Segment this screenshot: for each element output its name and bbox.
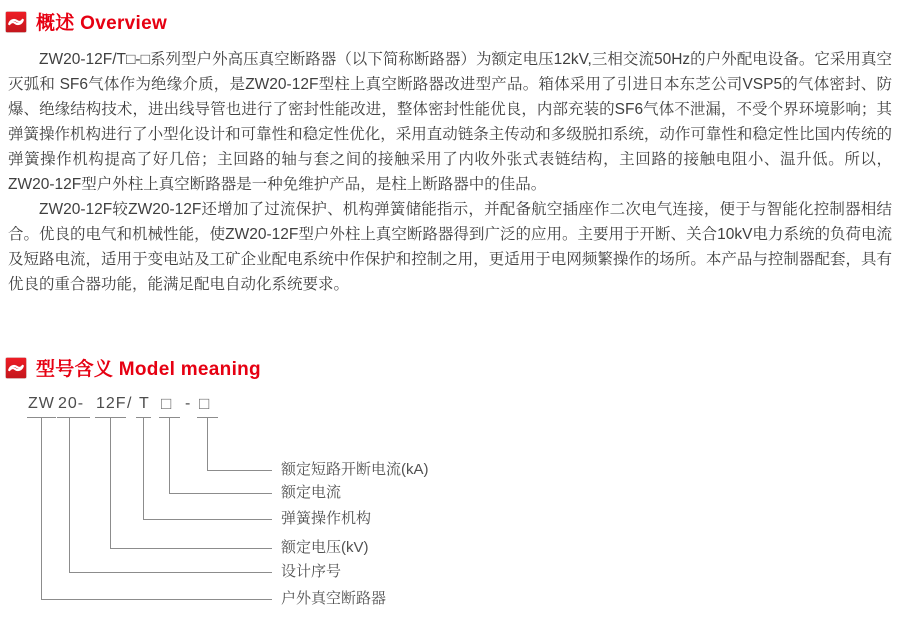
model-code-segment: / bbox=[127, 395, 133, 412]
model-label-outdoor-vacuum-circuit-breaker: 户外真空断路器 bbox=[281, 590, 387, 607]
overview-section-header bbox=[5, 8, 167, 35]
model-code-segment: 20- bbox=[58, 395, 85, 412]
model-code-segment: T bbox=[139, 395, 150, 412]
connector-vertical-line bbox=[207, 418, 208, 470]
model-code-segment: 12F bbox=[96, 395, 127, 412]
model-code-segment: ZW bbox=[28, 395, 55, 412]
model-label-rated-current: 额定电流 bbox=[281, 484, 342, 501]
connector-vertical-line bbox=[169, 418, 170, 493]
model-code-placeholder-box: □ bbox=[161, 394, 172, 413]
overview-body bbox=[8, 47, 892, 297]
overview-paragraph-1: ZW20-12F/T□-□系列型户外高压真空断路器（以下简称断路器）为额定电压12kV,三相交流50Hz的户外配电设备。它采用真空灭弧和 SF6气体作为绝缘介质，是ZW20-12F型柱上真空断路器改进型产品。箱体采用了引进日本东芝公司VSP5的气体密封、防爆、绝缘结构技术，进出线导管也进行了密封性能改进，整体密封性能优良，内部充装的SF6气体不泄漏，不受个界环境影响；其弹簧操作机构进行了小型化设计和可靠性和稳定性优化，采用直动链条主传动和多级脱扣系统，动作可靠性和稳定性比国内传统的弹簧操作机构提高了好几倍；主回路的轴与套之间的接触采用了内收外张式表链结构，主回路的接触电阻小、温升低。所以，ZW20-12F型户外柱上真空断路器是一种免维护产品，是柱上断路器中的佳品。 bbox=[8, 51, 892, 193]
overview-section-title: 概述 Overview bbox=[36, 13, 168, 34]
connector-horizontal-line bbox=[169, 493, 272, 494]
model-code-segment: - bbox=[185, 395, 192, 412]
brand-swirl-icon bbox=[5, 357, 27, 379]
connector-horizontal-line bbox=[143, 519, 272, 520]
model-label-rated-short-circuit-breaking-current: 额定短路开断电流(kA) bbox=[281, 461, 429, 478]
connector-horizontal-line bbox=[69, 572, 272, 573]
connector-vertical-line bbox=[41, 418, 42, 599]
connector-vertical-line bbox=[143, 418, 144, 519]
connector-horizontal-line bbox=[110, 548, 272, 549]
overview-paragraph-2: ZW20-12F较ZW20-12F还增加了过流保护、机构弹簧储能指示，并配备航空插座作二次电气连接，便于与智能化控制器相结合。优良的电气和机械性能，使ZW20-12F型户外柱上真空断路器得到广泛的应用。主要用于开断、关合10kV电力系统的负荷电流及短路电流，适用于变电站及工矿企业配电系统中作保护和控制之用，更适用于电网频繁操作的场所。本产品与控制器配套，具有优良的重合器功能，能满足配电自动化系统要求。 bbox=[8, 201, 892, 293]
model-label-design-serial-number: 设计序号 bbox=[281, 563, 342, 580]
connector-vertical-line bbox=[110, 418, 111, 548]
segment-underline bbox=[57, 417, 90, 418]
brand-swirl-icon bbox=[5, 11, 27, 33]
model-label-spring-operating-mechanism: 弹簧操作机构 bbox=[281, 510, 372, 527]
connector-horizontal-line bbox=[207, 470, 272, 471]
connector-vertical-line bbox=[69, 418, 70, 572]
connector-horizontal-line bbox=[41, 599, 272, 600]
model-code-placeholder-box: □ bbox=[199, 394, 210, 413]
model-meaning-section-header bbox=[5, 354, 261, 381]
model-meaning-diagram bbox=[0, 390, 900, 634]
model-meaning-section-title: 型号含义 Model meaning bbox=[36, 359, 261, 380]
model-label-rated-voltage: 额定电压(kV) bbox=[281, 539, 369, 556]
